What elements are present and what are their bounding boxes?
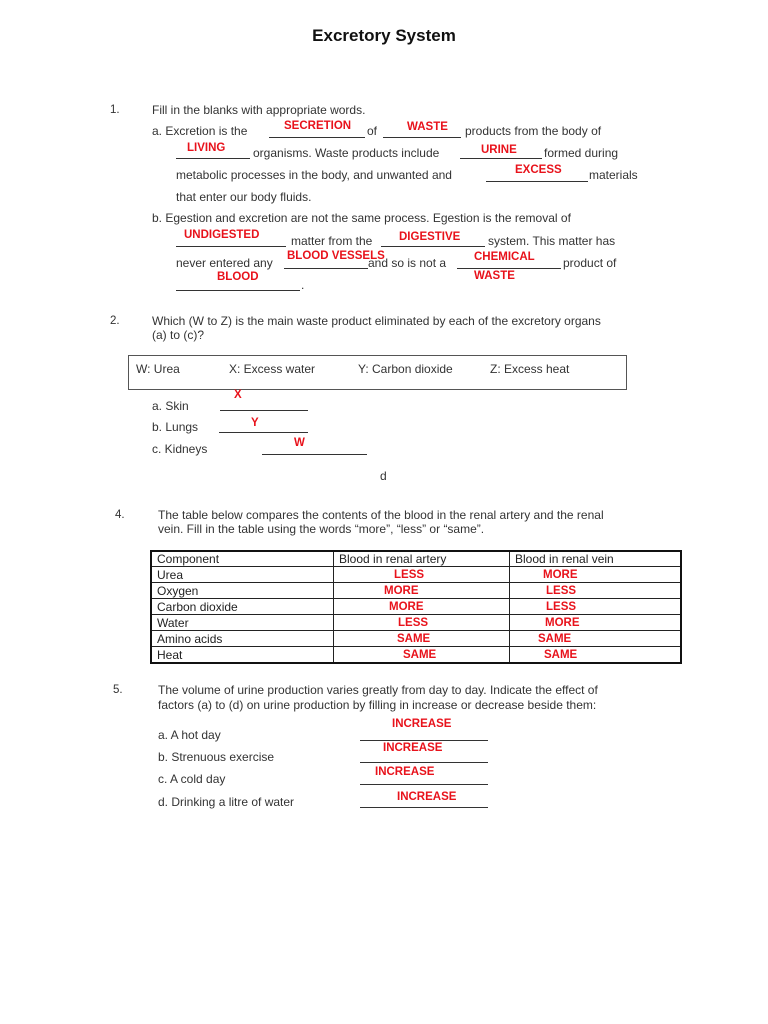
vein-answer: MORE [545, 617, 580, 629]
answer-water: INCREASE [397, 791, 457, 803]
artery-answer: SAME [397, 633, 431, 645]
q2-item-lungs: b. Lungs [152, 420, 199, 434]
blank-line[interactable] [176, 158, 250, 159]
artery-answer: MORE [384, 585, 419, 597]
answer-waste: WASTE [407, 121, 448, 133]
q5-item-cold-day: c. A cold day [158, 772, 226, 786]
q1a-text-5: formed during [544, 146, 619, 160]
answer-waste-2: WASTE [474, 270, 515, 282]
artery-answer: LESS [398, 617, 429, 629]
answer-blood: BLOOD [217, 271, 259, 283]
vein-answer: SAME [544, 649, 578, 661]
answer-lungs: Y [251, 417, 259, 429]
artery-cell[interactable] [334, 647, 510, 664]
q4-prompt-line2: vein. Fill in the table using the words “more”, “less” or “same”. [158, 522, 485, 536]
comparison-table [150, 550, 682, 664]
table-row [151, 647, 681, 664]
q5-number: 5. [113, 684, 123, 696]
q1a-text-7: materials [589, 168, 638, 182]
artery-answer: MORE [389, 601, 424, 613]
artery-cell[interactable] [334, 631, 510, 647]
vein-cell[interactable] [510, 567, 682, 583]
blank-line[interactable] [176, 246, 286, 247]
q2-item-kidneys: c. Kidneys [152, 442, 208, 456]
q1b-text-2: matter from the [291, 234, 373, 248]
answer-undigested: UNDIGESTED [184, 229, 260, 241]
answer-digestive: DIGESTIVE [399, 231, 461, 243]
component-cell: Carbon dioxide [151, 599, 334, 615]
vein-cell[interactable] [510, 647, 682, 664]
answer-chemical: CHEMICAL [474, 251, 535, 263]
vein-cell[interactable] [510, 631, 682, 647]
table-row [151, 599, 681, 615]
blank-line[interactable] [360, 784, 488, 785]
vein-cell[interactable] [510, 583, 682, 599]
q1b-text-7: . [301, 278, 305, 292]
q5-item-hot-day: a. A hot day [158, 728, 221, 742]
q1a-text-8: that enter our body fluids. [176, 190, 312, 204]
component-cell: Water [151, 615, 334, 631]
option-z: Z: Excess heat [490, 362, 570, 376]
q2-item-skin: a. Skin [152, 399, 189, 413]
table-row [151, 615, 681, 631]
component-cell: Urea [151, 567, 334, 583]
vein-answer: MORE [543, 569, 578, 581]
q1b-text-5: and so is not a [368, 256, 447, 270]
answer-blood-vessels: BLOOD VESSELS [287, 250, 385, 262]
artery-cell[interactable] [334, 599, 510, 615]
artery-cell[interactable] [334, 567, 510, 583]
q1b-text-1: b. Egestion and excretion are not the same process. Egestion is the removal of [152, 211, 571, 225]
table-row [151, 567, 681, 583]
page-title: Excretory System [312, 26, 456, 45]
q5-prompt-line1: The volume of urine production varies greatly from day to day. Indicate the effect of [158, 683, 598, 697]
option-y: Y: Carbon dioxide [358, 362, 453, 376]
artery-cell[interactable] [334, 615, 510, 631]
header-component: Component [151, 551, 334, 567]
vein-answer: LESS [546, 585, 577, 597]
component-cell: Amino acids [151, 631, 334, 647]
table-row [151, 583, 681, 599]
header-vein: Blood in renal vein [510, 551, 682, 567]
blank-line[interactable] [381, 246, 485, 247]
blank-line[interactable] [486, 181, 588, 182]
q1b-text-3: system. This matter has [488, 234, 616, 248]
answer-urine: URINE [481, 144, 517, 156]
blank-line[interactable] [176, 290, 300, 291]
blank-line[interactable] [262, 454, 367, 455]
vein-answer: SAME [538, 633, 572, 645]
vein-answer: LESS [546, 601, 577, 613]
q4-prompt-line1: The table below compares the contents of the blood in the renal artery and the renal [158, 508, 604, 522]
q1b-text-4: never entered any [176, 256, 273, 270]
q5-item-water: d. Drinking a litre of water [158, 795, 295, 809]
blank-line[interactable] [284, 268, 368, 269]
blank-line[interactable] [269, 137, 365, 138]
stray-letter: d [380, 469, 387, 483]
q1a-text-6: metabolic processes in the body, and unwanted and [176, 168, 452, 182]
header-artery: Blood in renal artery [334, 551, 510, 567]
q5-prompt-line2: factors (a) to (d) on urine production by filling in increase or decrease beside them: [158, 698, 597, 712]
q5-item-exercise: b. Strenuous exercise [158, 750, 275, 764]
vein-cell[interactable] [510, 615, 682, 631]
table-row [151, 631, 681, 647]
answer-cold-day: INCREASE [375, 766, 435, 778]
answer-kidneys: W [294, 437, 305, 449]
q2-prompt-line1: Which (W to Z) is the main waste product eliminated by each of the excretory organs [152, 314, 601, 328]
answer-excess: EXCESS [515, 164, 562, 176]
q1a-text-3: products from the body of [465, 124, 602, 138]
artery-cell[interactable] [334, 583, 510, 599]
blank-line[interactable] [360, 740, 488, 741]
answer-hot-day: INCREASE [392, 718, 452, 730]
table-header-row [151, 551, 681, 567]
option-x: X: Excess water [229, 362, 316, 376]
answer-secretion: SECRETION [284, 120, 352, 132]
blank-line[interactable] [460, 158, 542, 159]
blank-line[interactable] [219, 432, 308, 433]
component-cell: Oxygen [151, 583, 334, 599]
answer-skin: X [234, 389, 242, 401]
blank-line[interactable] [457, 268, 561, 269]
option-w: W: Urea [136, 362, 180, 376]
q1-prompt: Fill in the blanks with appropriate words. [152, 103, 366, 117]
q2-prompt-line2: (a) to (c)? [152, 328, 205, 342]
q1b-text-6: product of [563, 256, 617, 270]
q2-number: 2. [110, 315, 120, 327]
q4-number: 4. [115, 509, 125, 521]
blank-line[interactable] [360, 807, 488, 808]
artery-answer: SAME [403, 649, 437, 661]
blank-line[interactable] [360, 762, 488, 763]
answer-living: LIVING [187, 142, 226, 154]
artery-answer: LESS [394, 569, 425, 581]
blank-line[interactable] [383, 137, 461, 138]
q1a-text-4: organisms. Waste products include [253, 146, 440, 160]
component-cell: Heat [151, 647, 334, 664]
answer-exercise: INCREASE [383, 742, 443, 754]
q1-number: 1. [110, 104, 120, 116]
vein-cell[interactable] [510, 599, 682, 615]
q1a-text-2: of [367, 124, 378, 138]
blank-line[interactable] [220, 410, 308, 411]
q1a-text-1: a. Excretion is the [152, 124, 248, 138]
